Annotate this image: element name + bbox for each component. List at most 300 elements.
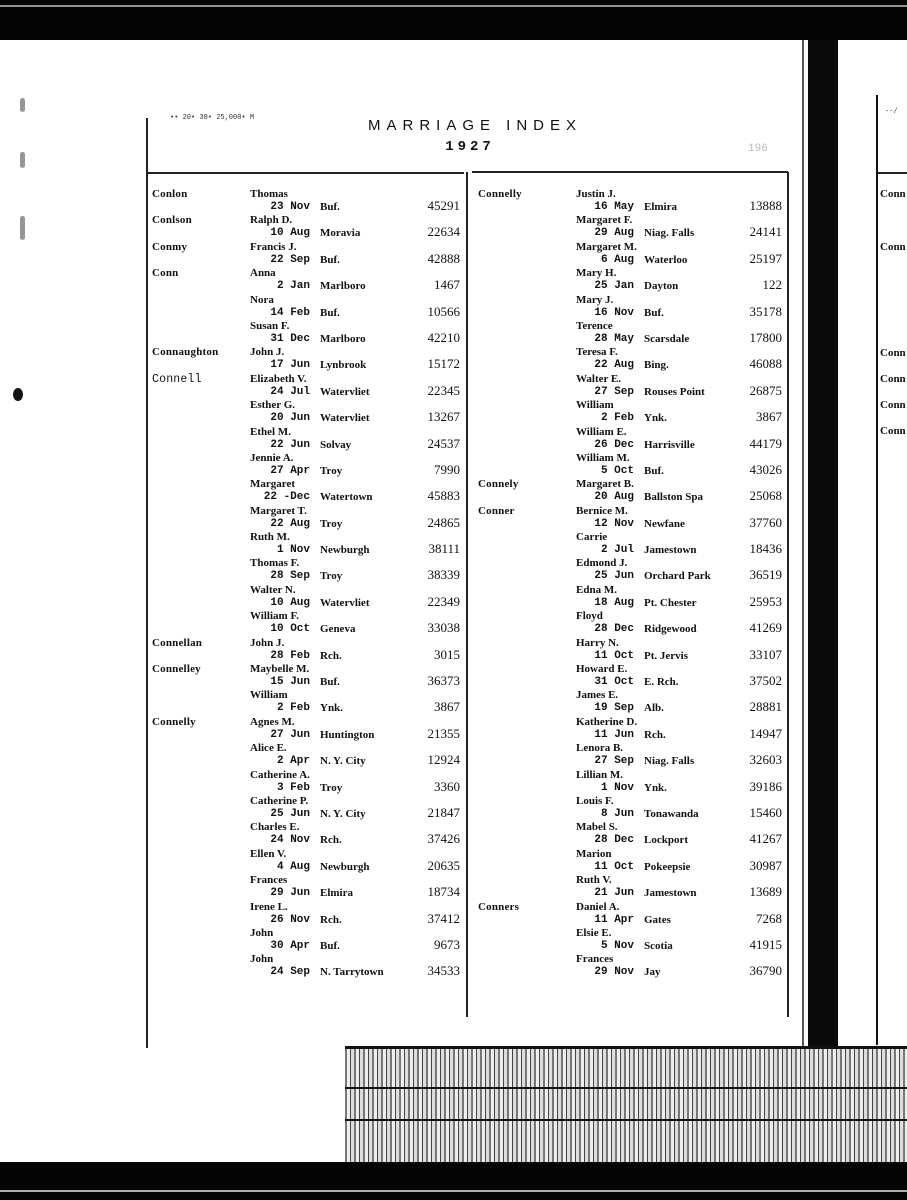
page-left-border — [146, 118, 148, 1048]
marriage-place: Gates — [644, 913, 671, 926]
given-name: William M. — [576, 451, 630, 464]
certificate-number: 44179 — [749, 435, 782, 451]
index-entry — [152, 557, 462, 583]
marriage-date: 2 Feb — [600, 412, 634, 425]
surname: Conners — [478, 900, 520, 913]
index-entry — [152, 426, 462, 452]
index-entry — [478, 637, 784, 663]
marriage-place: Watervliet — [320, 596, 370, 609]
index-entry — [478, 874, 784, 900]
marriage-place: N. Tarrytown — [320, 966, 384, 979]
marriage-date: 11 Apr — [594, 913, 634, 926]
given-name: William E. — [576, 425, 627, 438]
given-name: Ethel M. — [250, 425, 291, 438]
marriage-date: 22 Sep — [270, 253, 310, 266]
marriage-date: 15 Jun — [270, 676, 310, 689]
marriage-place: Niag. Falls — [644, 227, 695, 240]
certificate-number: 34533 — [427, 963, 460, 979]
given-name: Carrie — [576, 531, 608, 544]
surname: Connelly — [152, 715, 196, 728]
marriage-place: Lockport — [644, 834, 688, 847]
marriage-date: 16 May — [594, 201, 634, 213]
header-rule-right — [472, 171, 788, 173]
given-name: Elizabeth V. — [250, 372, 307, 385]
certificate-number: 9673 — [434, 936, 460, 952]
surname: Conmy — [152, 240, 188, 253]
surname: Conn — [152, 267, 179, 280]
index-entry — [478, 241, 784, 267]
certificate-number: 36519 — [749, 567, 782, 583]
marriage-place: Orchard Park — [644, 570, 711, 583]
index-column-right — [478, 188, 784, 980]
marriage-date: 22 Jun — [270, 438, 310, 451]
marriage-place: Newfane — [644, 517, 685, 530]
certificate-number: 35178 — [749, 303, 782, 319]
given-name: Margaret M. — [576, 240, 637, 253]
page-edge — [802, 40, 804, 1050]
given-name: Teresa F. — [576, 346, 618, 359]
given-name: Maybelle M. — [250, 663, 310, 676]
index-entry — [478, 505, 784, 531]
marriage-date: 25 Jun — [594, 570, 634, 583]
certificate-number: 38111 — [428, 541, 460, 557]
index-entry — [152, 241, 462, 267]
marriage-place: Alb. — [644, 702, 664, 715]
given-name: Walter N. — [250, 583, 296, 596]
index-entry — [478, 426, 784, 452]
certificate-number: 25068 — [749, 488, 782, 504]
given-name: Mabel S. — [576, 821, 618, 834]
scan-bottom-border — [0, 1162, 907, 1200]
index-entry — [152, 399, 462, 425]
scan-scratch — [0, 5, 907, 7]
marriage-place: Waterloo — [644, 253, 688, 266]
marriage-place: Pokeepsie — [644, 860, 691, 873]
marriage-date: 25 Jan — [594, 280, 634, 293]
marriage-date: 28 Feb — [270, 649, 310, 662]
marriage-place: Troy — [320, 570, 343, 583]
index-entry — [152, 531, 462, 557]
given-name: Howard E. — [576, 663, 628, 676]
certificate-number: 3360 — [434, 778, 460, 794]
given-name: Irene L. — [250, 900, 288, 913]
index-entry — [478, 452, 784, 478]
given-name: John J. — [250, 636, 285, 649]
index-entry — [152, 294, 462, 320]
given-name: Frances — [576, 953, 614, 966]
given-name: Ralph D. — [250, 214, 293, 227]
given-name: Lenora B. — [576, 742, 624, 755]
marriage-place: Elmira — [320, 887, 353, 900]
marriage-place: Buf. — [320, 253, 340, 266]
index-entry — [152, 689, 462, 715]
given-name: Ruth M. — [250, 531, 290, 544]
marriage-place: Buf. — [320, 939, 340, 952]
given-name: Margaret F. — [576, 214, 633, 227]
certificate-number: 28881 — [749, 699, 782, 715]
column-right-border — [787, 172, 789, 1017]
given-name: Floyd — [576, 610, 603, 623]
given-name: Frances — [250, 874, 288, 887]
marriage-date: 31 Oct — [594, 676, 634, 689]
marriage-date: 10 Aug — [270, 227, 310, 240]
scan-gutter — [808, 40, 838, 1050]
certificate-number: 17800 — [749, 329, 782, 345]
marriage-place: Newburgh — [320, 860, 370, 873]
given-name: John — [250, 953, 274, 966]
index-entry — [478, 214, 784, 240]
index-entry — [152, 716, 462, 742]
marriage-date: 27 Jun — [270, 728, 310, 741]
certificate-number: 3867 — [756, 409, 782, 425]
index-entry — [152, 505, 462, 531]
next-page-surname: Conn — [880, 347, 906, 359]
scan-top-border — [0, 0, 907, 40]
certificate-number: 36790 — [749, 963, 782, 979]
certificate-number: 24865 — [427, 514, 460, 530]
certificate-number: 10566 — [427, 303, 460, 319]
index-entry — [478, 399, 784, 425]
marriage-date: 8 Jun — [600, 807, 634, 820]
index-entry — [478, 373, 784, 399]
marriage-place: Scarsdale — [644, 332, 690, 345]
marriage-date: 2 Jan — [276, 280, 310, 293]
marriage-date: 28 Dec — [594, 834, 634, 847]
certificate-number: 13888 — [749, 198, 782, 213]
marriage-date: 16 Nov — [594, 306, 634, 319]
index-entry — [478, 953, 784, 979]
index-entry — [478, 901, 784, 927]
index-entry — [152, 848, 462, 874]
given-name: Walter E. — [576, 372, 622, 385]
marriage-place: Watervliet — [320, 412, 370, 425]
marriage-place: Dayton — [644, 280, 679, 293]
form-code: •• 20• 30• 25,000• M — [170, 114, 255, 122]
marriage-place: N. Y. City — [320, 807, 366, 820]
marriage-date: 28 Dec — [594, 623, 634, 636]
marriage-date: 30 Apr — [270, 939, 310, 952]
certificate-number: 24141 — [749, 224, 782, 240]
index-entry — [478, 346, 784, 372]
index-entry — [478, 188, 784, 214]
surname: Conner — [478, 504, 515, 517]
given-name: Lillian M. — [576, 768, 624, 781]
given-name: Susan F. — [250, 319, 290, 332]
given-name: Anna — [250, 267, 276, 280]
given-name: Katherine D. — [576, 715, 638, 728]
index-entry — [152, 373, 462, 399]
marriage-place: Moravia — [320, 227, 361, 240]
certificate-number: 3015 — [434, 646, 460, 662]
marriage-date: 27 Sep — [594, 755, 634, 768]
certificate-number: 13267 — [427, 409, 460, 425]
given-name: Margaret — [250, 478, 295, 491]
given-name: Margaret T. — [250, 504, 307, 517]
certificate-number: 7990 — [434, 461, 460, 477]
certificate-number: 13689 — [749, 884, 782, 900]
index-entry — [152, 901, 462, 927]
marriage-date: 11 Oct — [594, 649, 634, 662]
certificate-number: 46088 — [749, 356, 782, 372]
scan-smudge — [20, 98, 25, 112]
index-entry — [478, 848, 784, 874]
marriage-place: N. Y. City — [320, 755, 366, 768]
given-name: Catherine A. — [250, 768, 310, 781]
given-name: Nora — [250, 293, 274, 306]
certificate-number: 22634 — [427, 224, 460, 240]
given-name: John J. — [250, 346, 285, 359]
marriage-place: Pt. Jervis — [644, 649, 688, 662]
given-name: Edna M. — [576, 583, 617, 596]
next-page-rule — [878, 172, 907, 174]
index-entry — [478, 821, 784, 847]
page-number: 196 — [748, 143, 768, 155]
given-name: William — [250, 689, 288, 702]
certificate-number: 15172 — [427, 356, 460, 372]
surname: Connellan — [152, 636, 203, 649]
certificate-number: 41269 — [749, 620, 782, 636]
marriage-place: Buf. — [320, 676, 340, 689]
marriage-place: Rch. — [644, 728, 666, 741]
marriage-place: Marlboro — [320, 332, 366, 345]
scan-band — [345, 1119, 907, 1121]
marriage-place: Rch. — [320, 913, 342, 926]
index-entry — [478, 716, 784, 742]
certificate-number: 15460 — [749, 804, 782, 820]
marriage-date: 29 Jun — [270, 887, 310, 900]
surname: Connell — [152, 372, 202, 386]
marriage-place: Pt. Chester — [644, 596, 697, 609]
index-entry — [152, 584, 462, 610]
certificate-number: 45883 — [427, 488, 460, 504]
index-entry — [478, 267, 784, 293]
marriage-place: Troy — [320, 464, 343, 477]
index-entry — [152, 821, 462, 847]
certificate-number: 43026 — [749, 461, 782, 477]
certificate-number: 1467 — [434, 277, 460, 293]
scan-band — [345, 1087, 907, 1089]
marriage-date: 29 Aug — [594, 227, 634, 240]
marriage-date: 1 Nov — [276, 544, 310, 557]
index-entry — [152, 742, 462, 768]
certificate-number: 12924 — [427, 752, 460, 768]
header-rule-left — [148, 172, 464, 174]
certificate-number: 25197 — [749, 250, 782, 266]
marriage-place: Buf. — [320, 306, 340, 319]
given-name: Catherine P. — [250, 794, 309, 807]
index-entry — [152, 874, 462, 900]
marriage-date: 10 Oct — [270, 623, 310, 636]
given-name: Louis F. — [576, 794, 614, 807]
marriage-date: 23 Nov — [270, 201, 310, 213]
index-entry — [478, 320, 784, 346]
certificate-number: 18734 — [427, 884, 460, 900]
index-entry — [478, 531, 784, 557]
page-year: 1927 — [445, 139, 495, 155]
marriage-date: 5 Oct — [600, 464, 634, 477]
given-name: Marion — [576, 847, 612, 860]
marriage-place: Ballston Spa — [644, 491, 703, 504]
index-entry — [478, 795, 784, 821]
given-name: Charles E. — [250, 821, 300, 834]
marriage-place: Harrisville — [644, 438, 695, 451]
index-entry — [478, 610, 784, 636]
marriage-place: Ynk. — [320, 702, 343, 715]
certificate-number: 36373 — [427, 673, 460, 689]
certificate-number: 41915 — [749, 936, 782, 952]
page-title: MARRIAGE INDEX — [367, 117, 583, 134]
given-name: Elsie E. — [576, 926, 612, 939]
marriage-date: 24 Sep — [270, 966, 310, 979]
next-page-surname: Conn — [880, 425, 906, 437]
given-name: Jennie A. — [250, 451, 294, 464]
given-name: Agnes M. — [250, 715, 295, 728]
scan-scratch — [0, 1190, 907, 1192]
index-entry — [152, 769, 462, 795]
marriage-date: 29 Nov — [594, 966, 634, 979]
certificate-number: 3867 — [434, 699, 460, 715]
marriage-date: 25 Jun — [270, 807, 310, 820]
next-page-form-code: --/ — [885, 108, 898, 116]
certificate-number: 41267 — [749, 831, 782, 847]
marriage-place: Ynk. — [644, 412, 667, 425]
given-name: Daniel A. — [576, 900, 620, 913]
marriage-place: Buf. — [644, 464, 664, 477]
marriage-date: 17 Jun — [270, 359, 310, 372]
certificate-number: 24537 — [427, 435, 460, 451]
index-entry — [152, 795, 462, 821]
certificate-number: 39186 — [749, 778, 782, 794]
index-entry — [478, 927, 784, 953]
given-name: William — [576, 399, 614, 412]
marriage-date: 26 Nov — [270, 913, 310, 926]
marriage-date: 2 Feb — [276, 702, 310, 715]
column-divider — [466, 172, 468, 1017]
marriage-place: Solvay — [320, 438, 352, 451]
index-entry — [152, 320, 462, 346]
given-name: Ellen V. — [250, 847, 287, 860]
certificate-number: 18436 — [749, 541, 782, 557]
certificate-number: 37760 — [749, 514, 782, 530]
marriage-date: 19 Sep — [594, 702, 634, 715]
given-name: Ruth V. — [576, 874, 612, 887]
marriage-date: 24 Nov — [270, 834, 310, 847]
marriage-date: 12 Nov — [594, 517, 634, 530]
index-entry — [478, 557, 784, 583]
marriage-place: E. Rch. — [644, 676, 679, 689]
marriage-place: Tonawanda — [644, 807, 699, 820]
marriage-date: 18 Aug — [594, 596, 634, 609]
index-entry — [478, 769, 784, 795]
index-entry — [152, 663, 462, 689]
scan-artifact-block — [345, 1046, 907, 1165]
marriage-date: 24 Jul — [270, 385, 310, 398]
certificate-number: 22345 — [427, 382, 460, 398]
index-entry — [152, 452, 462, 478]
marriage-date: 31 Dec — [270, 332, 310, 345]
surname: Connelley — [152, 663, 201, 676]
certificate-number: 33038 — [427, 620, 460, 636]
certificate-number: 42210 — [427, 329, 460, 345]
marriage-place: Buf. — [320, 201, 340, 213]
given-name: John — [250, 926, 274, 939]
marriage-place: Niag. Falls — [644, 755, 695, 768]
certificate-number: 38339 — [427, 567, 460, 583]
surname: Connely — [478, 478, 519, 491]
index-entry — [478, 663, 784, 689]
given-name: Esther G. — [250, 399, 296, 412]
marriage-place: Rouses Point — [644, 385, 705, 398]
index-entry — [478, 478, 784, 504]
marriage-place: Jamestown — [644, 887, 697, 900]
marriage-place: Buf. — [644, 306, 664, 319]
certificate-number: 42888 — [427, 250, 460, 266]
given-name: Edmond J. — [576, 557, 628, 570]
marriage-place: Bing. — [644, 359, 669, 372]
marriage-place: Lynbrook — [320, 359, 367, 372]
index-entry — [478, 689, 784, 715]
marriage-date: 6 Aug — [600, 253, 634, 266]
given-name: Alice E. — [250, 742, 287, 755]
marriage-date: 2 Apr — [276, 755, 310, 768]
marriage-date: 20 Aug — [594, 491, 634, 504]
certificate-number: 25953 — [749, 593, 782, 609]
given-name: Thomas — [250, 188, 288, 200]
marriage-date: 26 Dec — [594, 438, 634, 451]
marriage-date: 3 Feb — [276, 781, 310, 794]
marriage-date: 14 Feb — [270, 306, 310, 319]
certificate-number: 45291 — [427, 198, 460, 213]
marriage-date: 5 Nov — [600, 939, 634, 952]
index-entry — [478, 742, 784, 768]
marriage-place: Watervliet — [320, 385, 370, 398]
next-page-border — [876, 95, 878, 1045]
marriage-place: Troy — [320, 781, 343, 794]
marriage-date: 20 Jun — [270, 412, 310, 425]
given-name: Margaret B. — [576, 478, 634, 491]
marriage-place: Ridgewood — [644, 623, 697, 636]
certificate-number: 21847 — [427, 804, 460, 820]
index-entry — [152, 953, 462, 979]
certificate-number: 21355 — [427, 725, 460, 741]
certificate-number: 20635 — [427, 857, 460, 873]
given-name: William F. — [250, 610, 299, 623]
marriage-date: 10 Aug — [270, 596, 310, 609]
marriage-place: Jay — [644, 966, 661, 979]
given-name: Justin J. — [576, 188, 616, 200]
index-entry — [152, 267, 462, 293]
marriage-place: Marlboro — [320, 280, 366, 293]
marriage-place: Geneva — [320, 623, 356, 636]
index-entry — [152, 927, 462, 953]
index-entry — [478, 294, 784, 320]
marriage-place: Watertown — [320, 491, 373, 504]
certificate-number: 122 — [762, 277, 782, 293]
index-entry — [478, 584, 784, 610]
given-name: Harry N. — [576, 636, 619, 649]
certificate-number: 7268 — [756, 910, 782, 926]
surname: Conlson — [152, 214, 192, 227]
given-name: Mary J. — [576, 293, 614, 306]
certificate-number: 37426 — [427, 831, 460, 847]
surname: Connelly — [478, 188, 522, 200]
given-name: Francis J. — [250, 240, 297, 253]
index-column-left — [152, 188, 462, 980]
marriage-date: 27 Apr — [270, 464, 310, 477]
given-name: Terence — [576, 319, 613, 332]
marriage-date: 11 Jun — [594, 728, 634, 741]
certificate-number: 26875 — [749, 382, 782, 398]
